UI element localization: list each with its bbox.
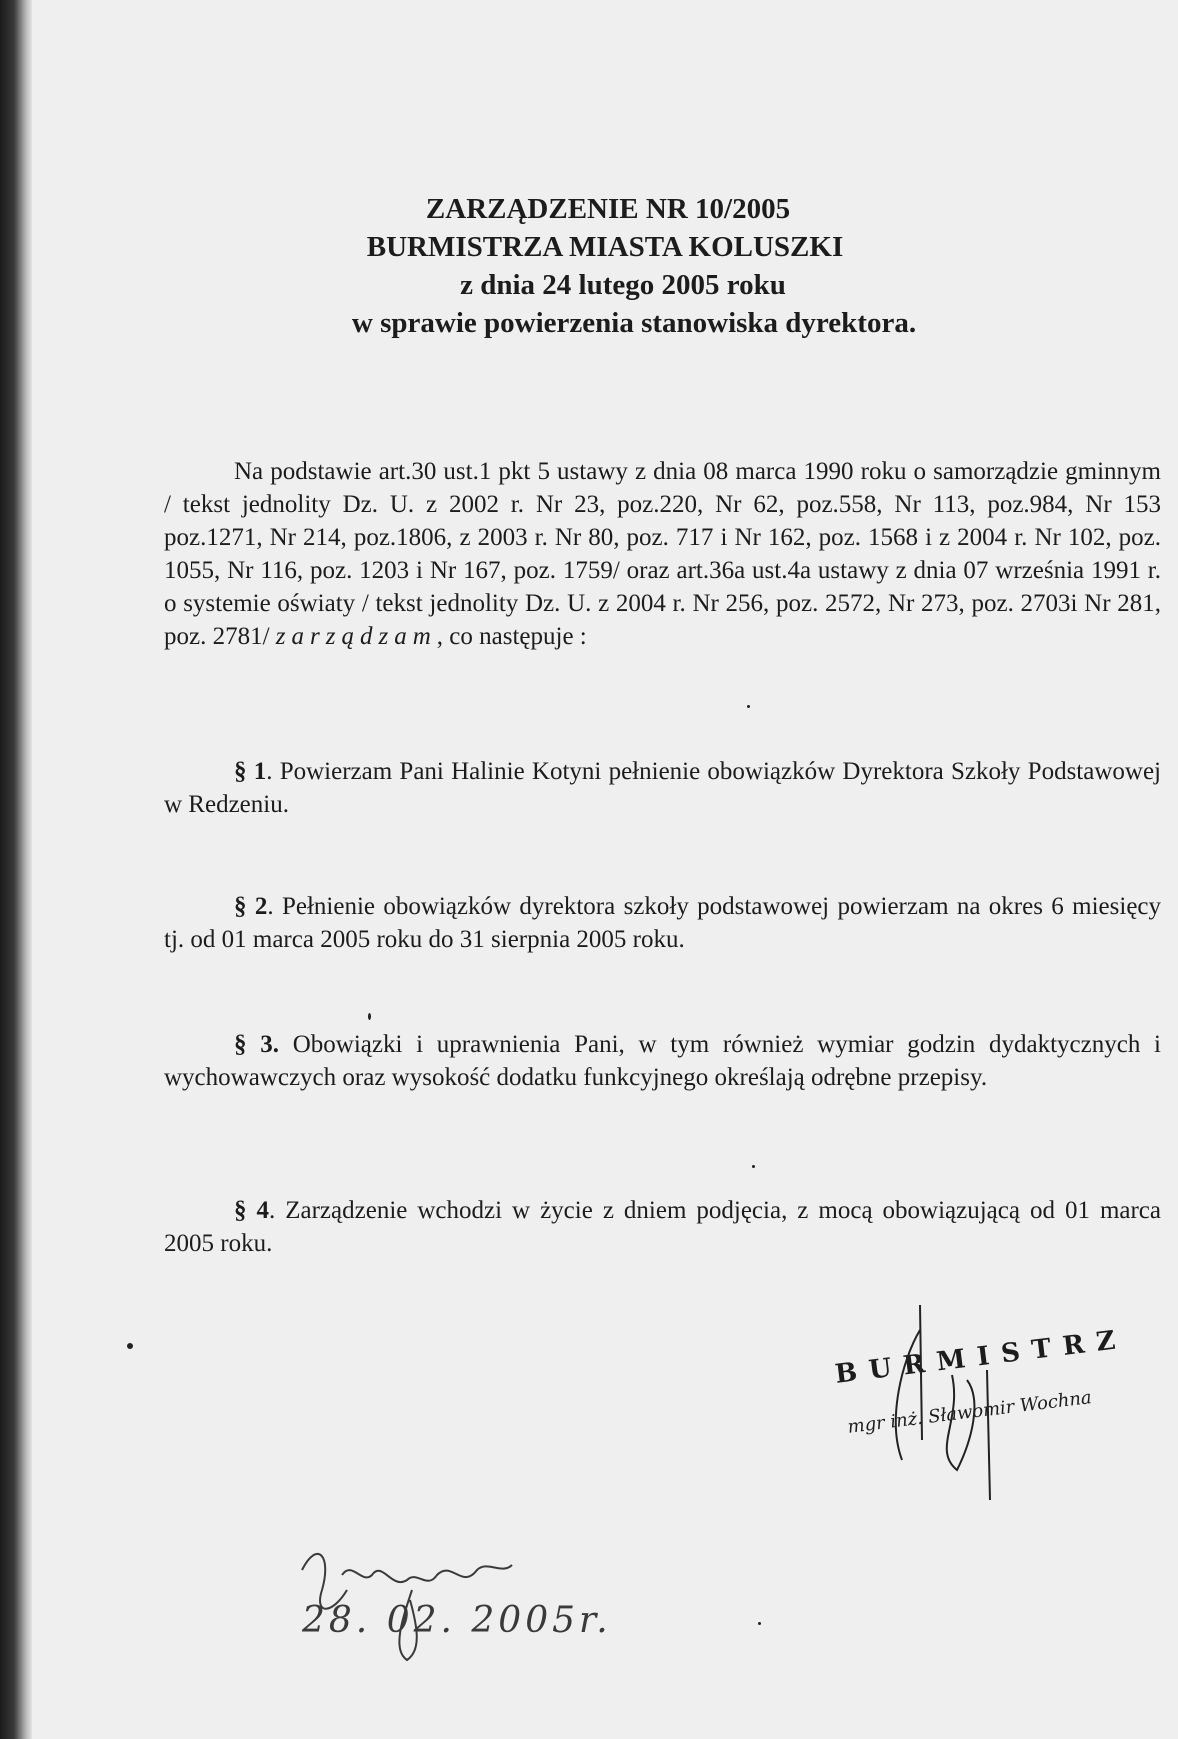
section-3-text: Obowiązki i uprawnienia Pani, w tym również wymiar godzin dydaktycznych i wychowawczych oraz wysokość dodatku funkcyjnego określają odrębne przepisy. — [164, 1031, 1162, 1091]
section-1-text: . Powierzam Pani Halinie Kotyni pełnienie obowiązków Dyrektora Szkoły Podstawowej w Redzeniu. — [164, 758, 1161, 818]
handwritten-date: 28. 02. 2005r. — [302, 1600, 612, 1641]
legal-basis-closing: , co następuje : — [436, 623, 587, 650]
section-4-label: § 4 — [234, 1197, 269, 1224]
stamp-name: mgr inż. Sławomir Wochna — [846, 1386, 1093, 1438]
section-4-text: . Zarządzenie wchodzi w życie z dniem podjęcia, z mocą obowiązującą od 01 marca 2005 roku. — [164, 1197, 1161, 1257]
header-title: ZARZĄDZENIE NR 10/2005 — [425, 193, 791, 225]
document-page — [32, 0, 1178, 1739]
legal-basis-text: Na podstawie art.30 ust.1 pkt 5 ustawy z dnia 08 marca 1990 roku o samorządzie gminnym / tekst jednolity Dz. U. z 2002 r. Nr 23, poz.220, Nr 62, poz.558, Nr 113, poz.984, Nr 153 poz.1271, Nr 214, poz.1806, z 2003 r. Nr 80, poz. 717 i Nr 162, poz. 1568 i z 2004 r. Nr 102, poz. 1055, Nr 116, poz. 1203 i Nr 167, poz. 1759/ oraz art.36a ust.4a ustawy z dnia 07 września 1991 r. o systemie oświaty / tekst jednolity Dz. U. z 2004 r. Nr 256, poz. 2572, Nr 273, poz. 2703i Nr 281, poz. 2781/ — [164, 458, 1161, 650]
section-2-label: § 2 — [234, 893, 268, 920]
stamp-title: BURMISTRZ — [833, 1324, 1129, 1390]
header-issuer: BURMISTRZA MIASTA KOLUSZKI — [366, 231, 844, 263]
recipient-signature — [32, 0, 1178, 1739]
decree-word: zarządzam — [275, 623, 437, 650]
section-1-label: § 1 — [234, 758, 267, 785]
header-date: z dnia 24 lutego 2005 roku — [460, 269, 786, 301]
scan-edge — [0, 0, 32, 1739]
section-3-label: § 3. — [234, 1031, 279, 1058]
section-2-text: . Pełnienie obowiązków dyrektora szkoły podstawowej powierzam na okres 6 miesięcy tj. od 01 marca 2005 roku do 31 sierpnia 2005 roku. — [164, 893, 1162, 953]
header-subject: w sprawie powierzenia stanowiska dyrektora. — [351, 307, 917, 339]
